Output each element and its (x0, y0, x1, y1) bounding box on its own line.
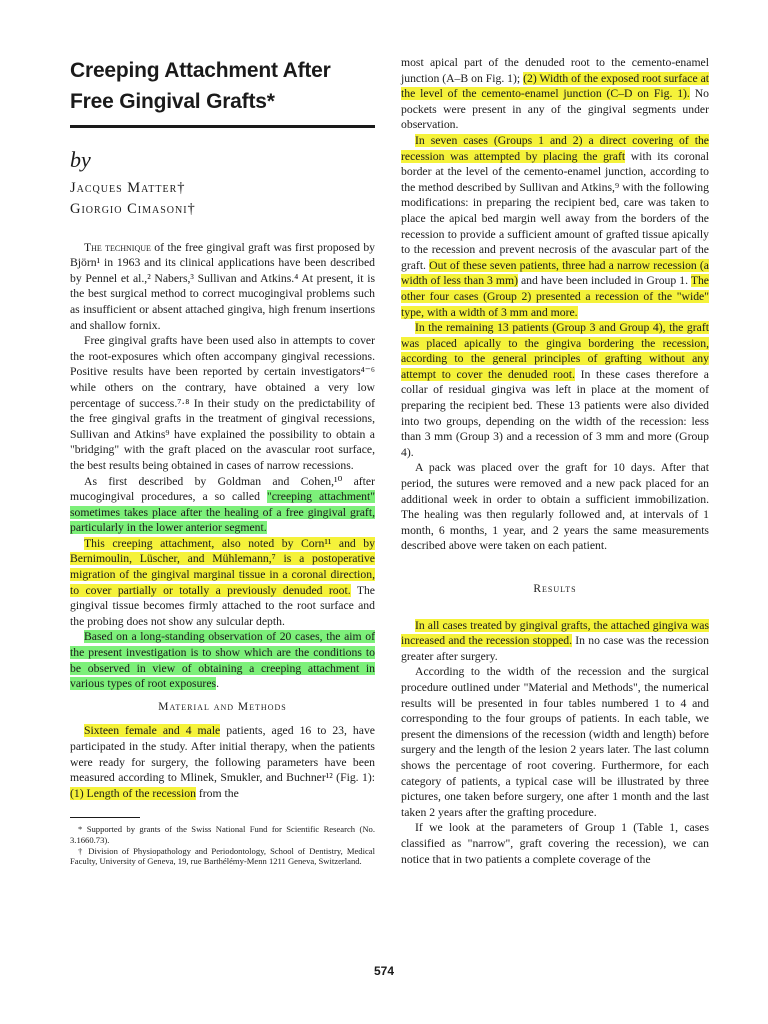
highlight-results: In all cases treated by gingival grafts, the attached gingiva was increased and the recession stopped. (401, 618, 709, 648)
right-paragraph-1 (401, 55, 709, 133)
footnote-1: * Supported by grants of the Swiss National Fund for Scientific Research (No. 3.1660.73). (70, 824, 375, 845)
highlight-definition: This creeping attachment, also noted by Corn¹¹ and by Bernimoulin, Lüscher, and Mühlemann,⁷ is a postoperative migration of the gingival marginal tissue in a coronal direction, to cover partially or totally a previously denuded root. (70, 536, 375, 597)
heading-results: Results (533, 583, 577, 595)
p4-text: The gingival tissue becomes firmly attached to the root surface and the probing does not show any sulcular depth. (70, 583, 375, 628)
intro-lead: The technique (84, 240, 151, 254)
highlight-seven-cases: In seven cases (Groups 1 and 2) a direct covering of the recession was attempted by placing the graft (401, 133, 709, 163)
right-paragraph-6: According to the width of the recession and the surgical procedure outlined under "Material and Methods", the numerical results will be presented in four tables numbered 1 to 4 and corresponding to the four groups of patients. In each table, we present the dimensions of the recession (width and length) before surgery and the length of the lesion 2 years later. The last column shows the percentage of root covering. Furthermore, for each category of patients, a typical case will be illustrated by three pictures, one taken before surgery, one after 1 month and the last taken 2 years after the grafting procedure. (401, 665, 709, 819)
right-column (401, 55, 709, 867)
r2-mid: and have been included in Group 1. (517, 274, 691, 288)
paragraph-6 (70, 723, 375, 801)
footnote-rule (70, 817, 140, 818)
author-2: Giorgio Cimasoni† (70, 200, 196, 217)
left-column (70, 55, 375, 867)
highlight-narrow: Out of these seven patients, three had a narrow recession (a width of less than 3 mm) (401, 258, 709, 288)
intro-paragraph (70, 240, 375, 334)
highlight-length: (1) Length of the recession (70, 786, 196, 800)
p3-text: As first described by Goldman and Cohen,¹⁰ after mucogingival procedures, a so called (70, 474, 375, 504)
highlight-aim: Based on a long-standing observation of 20 cases, the aim of the present investigation is to show which are the conditions to be observed in view of obtaining a creeping attachment in various types of root exposures (70, 630, 375, 691)
intro-body: of the free gingival graft was first proposed by Björn¹ in 1963 and its clinical applications have been described by Pennel et al.,² Nabers,³ Sullivan and Atkins.⁴ At present, it is the best surgical method to correct mucogingival problems such as insufficient or absent attached gingiva, high frenum insertions and shallow fornix. (70, 240, 376, 332)
paragraph-2: Free gingival grafts have been used also in attempts to cover the root-exposures which often accompany gingival recessions. Positive results have been reported by certain investigators⁴⁻⁶ while others on the contrary, have obtained a very low percentage of success.⁷·⁸ In their study on the predictability of the free gingival grafts in the treatment of gingival recessions, Sullivan and Atkins⁹ have explained the possibility to obtain a "bridging" with the graft placed on the avascular root surface, the best results being obtained in cases of narrow recessions. (70, 334, 375, 472)
r2-text: with its coronal border at the level of the cemento-enamel junction, according to the method described by Sullivan and Atkins,⁹ with the following modifications: in preparing the recipient bed, care was taken to place the apical bed margin well away from the borders of the recession to provide a sufficient amount of grafted tissue apically to the recession and prevent necrosis of the avascular part of the graft. (401, 149, 709, 272)
paragraph-4 (70, 536, 375, 630)
heading-methods: Material and Methods (158, 700, 287, 713)
highlight-wide: The other four cases (Group 2) presented a recession of the "wide" type, with a width of 3 mm and more. (401, 274, 709, 319)
footnotes (70, 824, 375, 866)
footnote-2: † Division of Physiopathology and Periodontology, School of Dentistry, Medical Faculty, University of Geneva, 19, rue Barthélémy-Menn 1211 Geneva, Switzerland. (70, 845, 375, 867)
p5-end: . (216, 677, 219, 691)
highlight-remaining: In the remaining 13 patients (Group 3 and Group 4), the graft was placed apically to the gingiva bordering the recession, according to the general principles of grafting without any attempt to cover the denuded root. (401, 321, 709, 381)
r3-text: In these cases therefore a collar of residual gingiva was left in place at the moment of preparing the recipient bed. These 13 patients were also divided into two groups, depending on the width of the recession: less than 3 mm (Group 3) and a recession of 3 mm and more (Group 4). (401, 367, 709, 459)
highlight-width: (2) Width of the exposed root surface at the level of the cemento-enamel junction (C–D on Fig. 1). (401, 71, 710, 101)
r1-tail: No pockets were present in any of the gingival segments under observation. (401, 87, 709, 132)
right-paragraph-2 (401, 133, 709, 320)
author-1: Jacques Matter† (70, 179, 186, 196)
article-title: Creeping Attachment After Free Gingival Grafts* (70, 59, 331, 113)
title-rule (70, 125, 375, 128)
p6-text: patients, aged 16 to 23, have participated in the study. After initial therapy, when the patients were ready for surgery, the following parameters have been measured according to Mlinek, Smukler, and Buchner¹² (Fig. 1): (70, 724, 375, 785)
r1-text: most apical part of the denuded root to the cemento-enamel junction (A–B on Fig. 1); (401, 56, 709, 85)
right-paragraph-3 (401, 320, 709, 460)
r5-text: In no case was the recession greater after surgery. (401, 634, 709, 663)
author-list (70, 178, 375, 220)
byline: by (70, 147, 91, 172)
page-number: 574 (373, 964, 395, 978)
right-paragraph-7: If we look at the parameters of Group 1 (Table 1, cases classified as "narrow", graft covering the recession), we can notice that in two patients a complete coverage of the (401, 821, 709, 866)
right-paragraph-5 (401, 618, 709, 665)
highlight-creeping: "creeping attachment" sometimes takes place after the healing of a free gingival graft, particularly in the lower anterior segment. (70, 490, 375, 535)
p6-tail: from the (195, 786, 239, 800)
highlight-patients: Sixteen female and 4 male (84, 724, 221, 738)
paragraph-5 (70, 629, 375, 691)
right-paragraph-4: A pack was placed over the graft for 10 days. After that period, the sutures were removed and a new pack placed for an additional week in order to obtain a sufficient immobilization. The healing was then regularly followed and, at intervals of 1 month, 6 months, 1 year, and 2 years the same measurements described above were taken on each patient. (401, 461, 709, 553)
paragraph-3 (70, 474, 375, 536)
